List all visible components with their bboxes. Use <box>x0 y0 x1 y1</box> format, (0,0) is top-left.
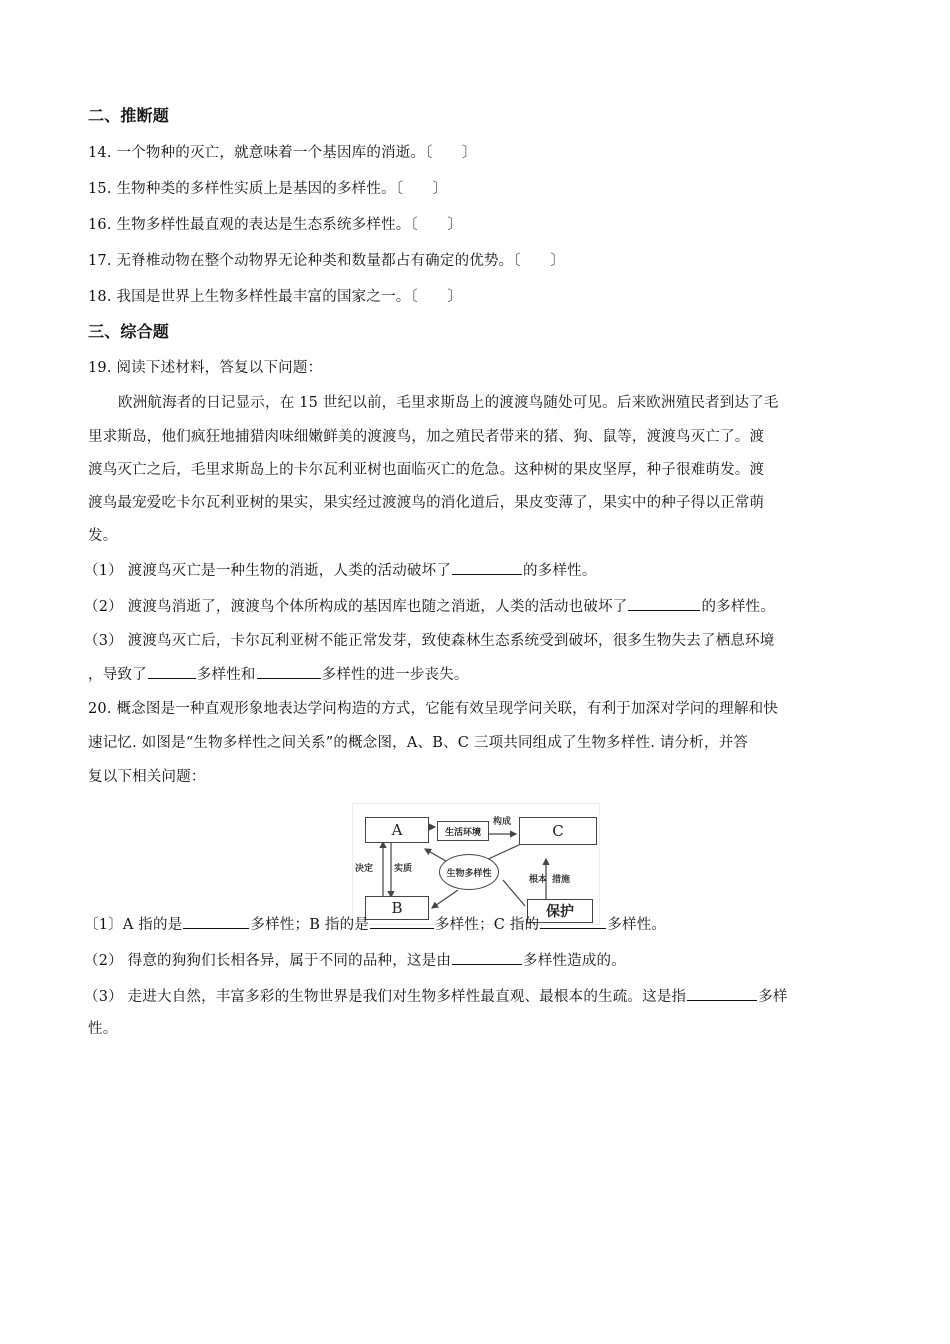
question-17: 17. 无脊椎动物在整个动物界无论种类和数量都占有确定的优势。〔 〕 <box>88 253 565 269</box>
label-essence: 实质 <box>394 864 413 874</box>
concept-map-diagram <box>352 803 600 925</box>
label-decide: 决定 <box>355 864 374 874</box>
question-14: 14. 一个物种的灭亡，就意味着一个基因库的消逝。〔 〕 <box>88 145 477 161</box>
answer-blank[interactable] <box>183 914 249 929</box>
question-20-prompt: 复以下相关问题： <box>88 769 206 785</box>
question-20-prompt: 20. 概念图是一种直观形象地表达学问构造的方式，它能有效呈现学问关联，有利于加深对学问的理解和快 <box>88 701 778 717</box>
answer-blank[interactable] <box>370 914 434 929</box>
question-16: 16. 生物多样性最直观的表达是生态系统多样性。〔 〕 <box>88 217 463 233</box>
question-19-sub-2: （2） 渡渡鸟消逝了，渡渡鸟个体所构成的基因库也随之消逝，人类的活动也破坏了 的多样性。 <box>84 596 775 617</box>
question-20-sub-1: 〔1〕A 指的是 多样性；B 指的是 多样性；C 指的 多样性。 <box>84 914 666 935</box>
section-3-heading: 三、综合题 <box>88 322 170 341</box>
answer-blank[interactable] <box>452 950 522 965</box>
passage-line: 渡鸟灭亡之后，毛里求斯岛上的卡尔瓦利亚树也面临灭亡的危急。这种树的果皮坚厚，种子很难萌发。渡 <box>88 462 765 478</box>
label-compose: 构成 <box>493 817 512 827</box>
question-20-sub-2: （2） 得意的狗狗们长相各异，属于不同的品种，这是由 多样性造成的。 <box>84 950 626 971</box>
answer-blank[interactable] <box>257 664 321 679</box>
label-measure: 措施 <box>552 875 571 885</box>
question-18: 18. 我国是世界上生物多样性最丰富的国家之一。〔 〕 <box>88 289 463 305</box>
answer-blank[interactable] <box>687 986 757 1001</box>
passage-line: 渡鸟最宠爱吃卡尔瓦利亚树的果实，果实经过渡渡鸟的消化道后，果皮变薄了，果实中的种子得以正常萌 <box>88 495 765 511</box>
box-a: A <box>365 817 429 843</box>
box-protect: 保护 <box>527 899 593 923</box>
passage-line: 发。 <box>88 528 118 544</box>
question-20-sub-3-cont: 性。 <box>88 1021 118 1037</box>
answer-blank[interactable] <box>540 914 606 929</box>
section-2-heading: 二、推断题 <box>88 106 170 125</box>
label-root: 根本 <box>529 875 548 885</box>
box-b: B <box>365 896 429 920</box>
answer-blank[interactable] <box>148 664 196 679</box>
answer-blank[interactable] <box>628 596 700 611</box>
passage-line: 里求斯岛，他们疯狂地捕猎肉味细嫩鲜美的渡渡鸟，加之殖民者带来的猪、狗、鼠等，渡渡鸟灭亡了。渡 <box>88 429 765 445</box>
question-20-prompt: 速记忆. 如图是“生物多样性之间关系”的概念图，A、B、C 三项共同组成了生物多样性. 请分析，并答 <box>88 735 749 751</box>
question-19-sub-3-cont: ，导致了 多样性和 多样性的进一步丧失。 <box>88 664 469 685</box>
question-19-sub-3: （3） 渡渡鸟灭亡后，卡尔瓦利亚树不能正常发芽，致使森林生态系统受到破坏，很多生物失去了栖息环境 <box>84 633 775 649</box>
question-15: 15. 生物种类的多样性实质上是基因的多样性。〔 〕 <box>88 181 448 197</box>
box-c: C <box>519 817 597 845</box>
answer-blank[interactable] <box>452 560 522 575</box>
question-19-prompt: 19. 阅读下述材料，答复以下问题： <box>88 360 323 376</box>
question-19-sub-1: （1） 渡渡鸟灭亡是一种生物的消逝，人类的活动破坏了 的多样性。 <box>84 560 597 581</box>
passage-line: 欧洲航海者的日记显示，在 15 世纪以前，毛里求斯岛上的渡渡鸟随处可见。后来欧洲殖民者到达了毛 <box>118 395 779 411</box>
question-20-sub-3: （3） 走进大自然，丰富多彩的生物世界是我们对生物多样性最直观、最根本的生疏。这是指 多样 <box>84 986 788 1007</box>
center-biodiversity: 生物多样性 <box>439 854 499 890</box>
box-living-environment: 生活环境 <box>437 821 489 841</box>
